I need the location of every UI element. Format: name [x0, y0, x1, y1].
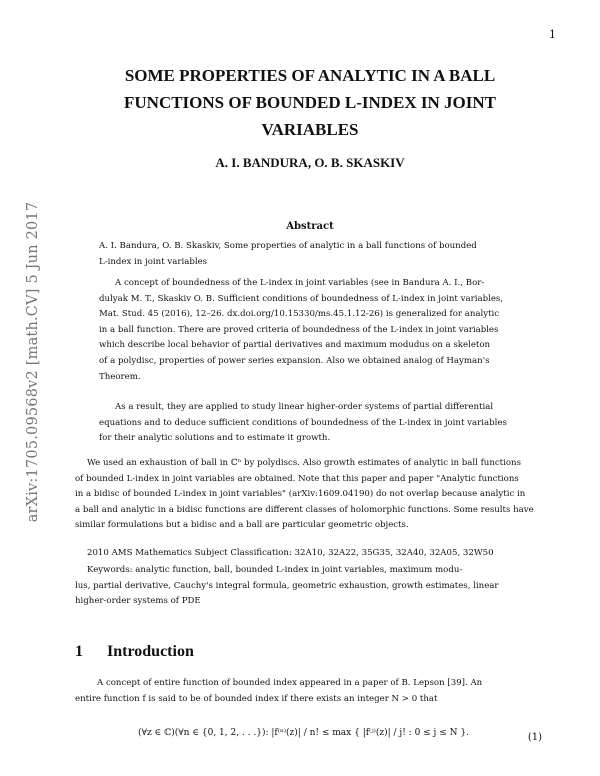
body-line: similar formulations but a bidisc and a ball are particular geometric objects. — [75, 520, 409, 531]
paper-title — [90, 62, 530, 143]
abstract-heading: Abstract — [286, 221, 334, 232]
abstract-line: for their analytic solutions and to estimate it growth. — [99, 433, 331, 444]
intro-line: A concept of entire function of bounded index appeared in a paper of B. Lepson [39]. An — [97, 678, 483, 688]
arxiv-stamp-text: arXiv:1705.09568v2 [math.CV] 5 Jun 2017 — [25, 201, 41, 523]
section-heading — [75, 643, 194, 661]
abstract-line: Mat. Stud. 45 (2016), 12–26. dx.doi.org/10.15330/ms.45.1.12-26) is generalized for analytic — [99, 309, 500, 320]
body-line: a ball and analytic in a bidisc functions are different classes of holomorphic functions. Some results have — [75, 504, 534, 515]
keywords — [75, 563, 530, 610]
abstract-line: of a polydisc, properties of power series expansion. Also we obtained analog of Hayman's — [99, 355, 490, 366]
section-title: Introduction — [107, 643, 194, 660]
authors: A. I. BANDURA, O. B. SKASKIV — [215, 155, 405, 170]
abstract-line: As a result, they are applied to study linear higher-order systems of partial differential — [115, 402, 494, 412]
arxiv-stamp — [18, 182, 48, 552]
keywords-line: Keywords: analytic function, ball, bounded L-index in joint variables, maximum modu- — [87, 565, 463, 575]
abstract-citation — [99, 239, 504, 270]
abstract-line: A concept of boundedness of the L-index in joint variables (see in Bandura A. I., Bor- — [115, 278, 485, 288]
abstract-line: which describe local behavior of partial derivatives and maximum modudus on a skeleton — [99, 340, 491, 351]
intro-paragraph — [75, 676, 530, 707]
equation: (∀z ∈ ℂ)(∀n ∈ {0, 1, 2, . . .}): |f⁽ⁿ⁾(z)| / n! ≤ max { |f⁽ʲ⁾(z)| / j! : 0 ≤ j ≤ N }. — [138, 728, 469, 738]
title-line: FUNCTIONS OF BOUNDED L-INDEX IN JOINT — [124, 93, 496, 112]
section-number: 1 — [75, 643, 83, 660]
abstract-line: dulyak M. T., Skaskiv O. B. Sufficient conditions of boundedness of L-index in joint variables, — [99, 293, 504, 304]
abstract-line: equations and to deduce sufficient conditions of boundedness of the L-index in joint variables — [99, 417, 507, 428]
title-line: SOME PROPERTIES OF ANALYTIC IN A BALL — [124, 66, 496, 85]
citation-line: A. I. Bandura, O. B. Skaskiv, Some properties of analytic in a ball functions of bounded — [99, 241, 477, 251]
msc-line: 2010 AMS Mathematics Subject Classification: 32A10, 32A22, 35G35, 32A40, 32A05, 32W50 — [87, 548, 494, 558]
keywords-line: higher-order systems of PDE — [75, 596, 201, 607]
abstract-paragraph-1 — [99, 276, 504, 385]
intro-line: entire function f is said to be of bounded index if there exists an integer N > 0 that — [75, 693, 438, 704]
keywords-line: lus, partial derivative, Cauchy's integral formula, geometric exhaustion, growth estimates, linear — [75, 580, 499, 591]
page-number: 1 — [549, 28, 556, 41]
title-line: VARIABLES — [261, 120, 359, 139]
abstract-line: in a ball function. There are proved criteria of boundedness of the L-index in joint variables — [99, 324, 499, 335]
abstract-paragraph-2 — [99, 400, 507, 447]
equation-number: (1) — [527, 732, 542, 743]
body-line: in a bidisc of bounded L-index in joint variables" (arXiv:1609.04190) do not overlap because analytic in — [75, 489, 526, 500]
citation-line: L-index in joint variables — [99, 256, 208, 267]
body-line: of bounded L-index in joint variables are obtained. Note that this paper and paper "Analytic functions — [75, 473, 519, 484]
msc-classification — [75, 546, 530, 562]
body-line: We used an exhaustion of ball in ℂⁿ by polydiscs. Also growth estimates of analytic in ball functions — [87, 458, 521, 468]
abstract-line: Theorem. — [99, 371, 141, 382]
body-paragraph — [75, 456, 534, 534]
